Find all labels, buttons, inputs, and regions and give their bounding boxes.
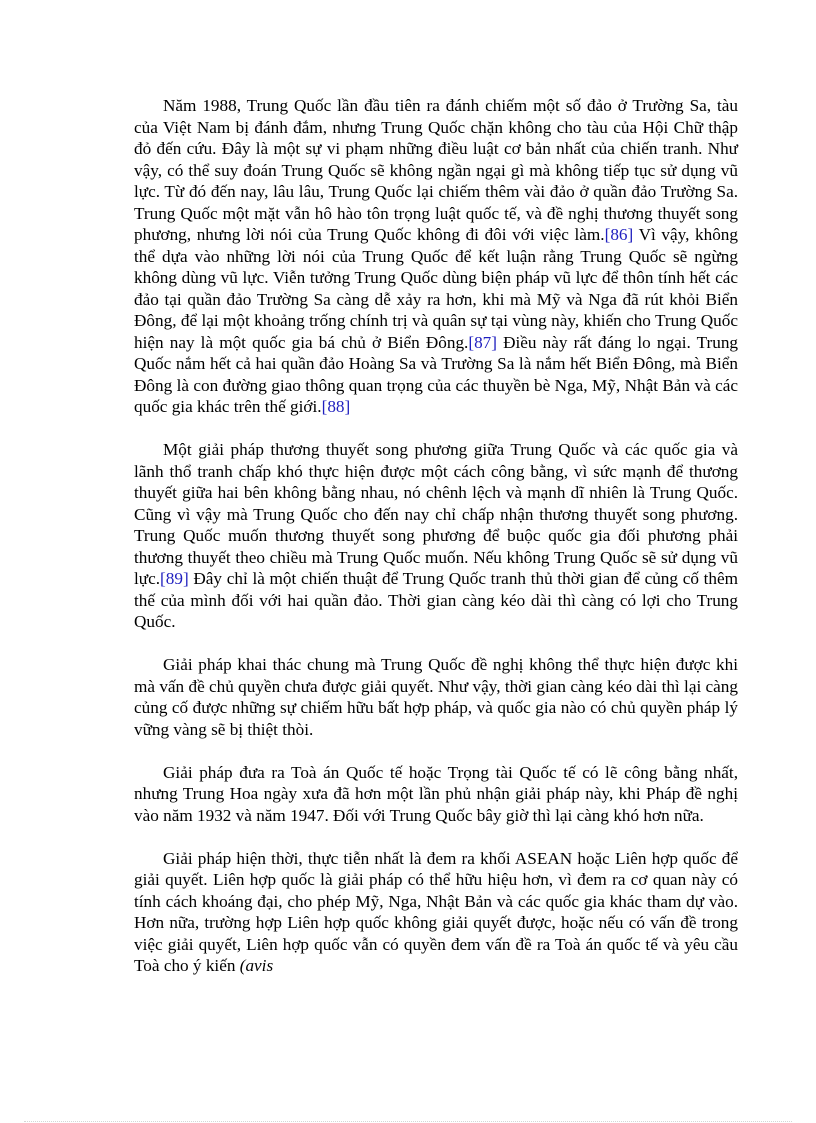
footnote-reference-link[interactable]: [87] [468, 332, 497, 352]
body-text: Điều này rất đáng lo ngại. Trung Quốc nắm hết cả hai quần đảo Hoàng Sa và Trường Sa là nắm hết Biển Đông, mà Biển Đông là con đường giao thông quan trọng của các thuyền bè Nga, Mỹ, Nhật Bản và các quốc gia khác trên thế giới. [134, 332, 739, 416]
page-bottom-divider [24, 1121, 792, 1122]
footnote-reference-link[interactable]: [88] [321, 397, 351, 416]
body-text: Giải pháp hiện thời, thực tiễn nhất là đem ra khối ASEAN hoặc Liên hợp quốc để giải quyết. Liên hợp quốc là giải pháp có thể hữu hiệu hơn, vì đem ra cơ quan này có tính cách khoáng đại, cho phép Mỹ, Nga, Nhật Bản và các quốc gia khác tham dự vào. Hơn nữa, trường hợp Liên hợp quốc không giải quyết được, hoặc nếu có vấn đề trong việc giải quyết, Liên hợp quốc vẫn có quyền đem vấn đề ra Toà án quốc tế và yêu cầu Toà cho ý kiến [134, 848, 738, 975]
body-text: Giải pháp khai thác chung mà Trung Quốc đề nghị không thể thực hiện được khi mà vấn đề chủ quyền chưa được giải quyết. Như vậy, thời gian càng kéo dài thì lại càng củng cố được những sự chiếm hữu bất hợp pháp, và quốc gia nào có chủ quyền pháp lý vững vàng sẽ bị thiệt thòi. [134, 655, 738, 739]
paragraph-5 [134, 848, 738, 977]
document-body [134, 95, 738, 998]
paragraph-2 [134, 439, 738, 633]
footnote-reference-link[interactable]: [89] [160, 569, 189, 588]
body-text: Đây chỉ là một chiến thuật để Trung Quốc tranh thủ thời gian để củng cố thêm thế của mình đối với hai quần đảo. Thời gian càng kéo dài thì càng có lợi cho Trung Quốc. [134, 569, 738, 631]
paragraph-1 [134, 95, 738, 418]
italic-text: (avis [239, 956, 274, 975]
paragraph-3 [134, 654, 738, 740]
footnote-reference-link[interactable]: [86] [604, 225, 634, 244]
body-text: Giải pháp đưa ra Toà án Quốc tế hoặc Trọng tài Quốc tế có lẽ công bằng nhất, nhưng Trung Hoa ngày xưa đã hơn một lần phủ nhận giải pháp này, khi Pháp đề nghị vào năm 1932 và năm 1947. Đối với Trung Quốc bây giờ thì lại càng khó hơn nữa. [134, 762, 738, 825]
paragraph-4 [134, 762, 738, 827]
body-text: Vì vậy, không thể dựa vào những lời nói của Trung Quốc để kết luận rằng Trung Quốc sẽ ngừng không dùng vũ lực. Viễn tưởng Trung Quốc dùng biện pháp vũ lực để thôn tính hết các đảo tại quần đảo Trường Sa càng dễ xảy ra hơn, khi mà Mỹ và Nga đã rút khỏi Biển Đông, để lại một khoảng trống chính trị và quân sự tại vùng này, khiến cho Trung Quốc hiện nay là một quốc gia bá chủ ở Biển Đông. [134, 225, 738, 352]
body-text: Một giải pháp thương thuyết song phương giữa Trung Quốc và các quốc gia và lãnh thổ tranh chấp khó thực hiện được một cách công bằng, vì sức mạnh để thương thuyết giữa hai bên không bằng nhau, nó chênh lệch và mạnh dĩ nhiên là Trung Quốc. Cũng vì vậy mà Trung Quốc cho đến nay chỉ chấp nhận thương thuyết song phương. Trung Quốc muốn thương thuyết song phương để buộc quốc gia đối phương phải thương thuyết theo chiều mà Trung Quốc muốn. Nếu không Trung Quốc sẽ sử dụng vũ lực. [134, 440, 738, 588]
body-text: Năm 1988, Trung Quốc lần đầu tiên ra đánh chiếm một số đảo ở Trường Sa, tàu của Việt Nam bị đánh đắm, nhưng Trung Quốc chặn không cho tàu của Hội Chữ thập đỏ đến cứu. Đây là một sự vi phạm những điều luật cơ bản nhất của chiến tranh. Như vậy, có thể suy đoán Trung Quốc sẽ không ngần ngại gì mà không tiếp tục sử dụng vũ lực. Từ đó đến nay, lâu lâu, Trung Quốc lại chiếm thêm vài đảo ở quần đảo Trường Sa. Trung Quốc một mặt vẫn hô hào tôn trọng luật quốc tế, và đề nghị thương thuyết song phương, nhưng lời nói của Trung Quốc không đi đôi với việc làm. [134, 96, 738, 244]
